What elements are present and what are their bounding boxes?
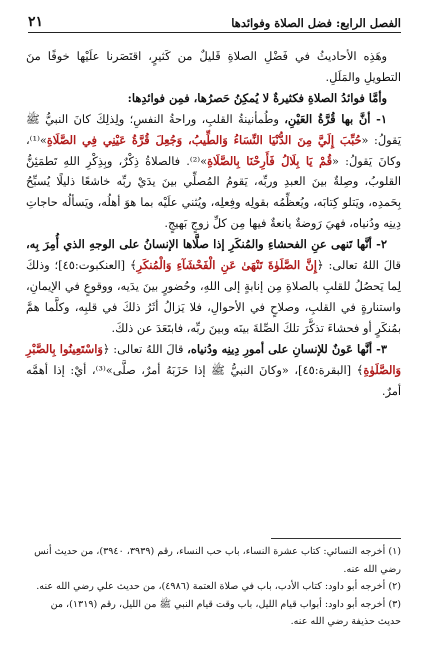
page-number: ٢١ (28, 14, 44, 30)
benefit-1: ١- أنَّ بها قُرَّةُ العَيْنِ، وطُمأنينةُ القلبِ، وراحةُ النفسِ؛ ولِذلِكَ كانَ النبيُّ ﷺ يَقولُ: «حُبِّبَ إِلَيَّ مِنَ الدُّنْيَا النِّسَاءُ وَالطِّيبُ، وَجُعِلَ قُرَّةُ عَيْنِي فِي الصَّلَاةِ»⁽¹⁾، وكانَ يَقولُ: «قُمْ يَا بِلَالُ فَأَرِحْنَا بِالصَّلَاةِ»⁽²⁾. فالصلاةُ ذِكْرٌ، وبِذِكْرِ اللهِ تَطمَئِنُّ القلوبُ، وصِلةٌ بينَ العبدِ وربِّه، يَقومُ المُصلِّي بينَ يدَيْ ربِّه خاشعًا ذليلًا يُسبِّحُ بِحَمدِه، ويَتلو كِتابَه، ويُعظِّمُه بقولِه وفِعلِه، ويُثني علَيْه بما هوَ أهلُه، ويَسألُه حاجاتِ دِينِه ودُنياه، فهيَ رَوضةٌ يانعةٌ فيها مِن كلِّ زوجٍ بَهيجٍ. (26, 111, 401, 231)
page-header (28, 8, 401, 33)
benefit-2-lead: ٢- أنَّها تَنهى عنِ الفحشاءِ والمُنكَرِ إذا صلَّاها الإنسانُ على الوجهِ الذي أُمِرَ بِه، (26, 237, 387, 252)
benefit-1-lead: ١- أنَّ بها قُرَّةُ العَيْنِ، (284, 111, 387, 126)
hadith-quote-2: قُمْ يَا بِلَالُ فَأَرِحْنَا بِالصَّلَاةِ (207, 153, 333, 168)
footnote-3: (٣) أخرجه أبو داود: أبواب قيام الليل، باب وقت قيام النبي ﷺ من الليل، رقم (١٣١٩)، من حديث حذيفة رضي الله عنه. (50, 598, 401, 627)
footnote-2: (٢) أخرجه أبو داود: كتاب الأدب، باب في صلاة العتمة (٤٩٨٦)، من حديث علي رضي الله عنه. (36, 581, 401, 592)
quran-quote-1: إِنَّ الصَّلَوٰةَ تَنْهَىٰ عَنِ الْفَحْشَآءِ وَالْمُنكَرِ (136, 258, 317, 273)
main-text (26, 46, 401, 401)
chapter-title: الفصل الرابع: فضل الصلاة وفوائدها (231, 16, 401, 30)
footnotes (26, 538, 401, 631)
footnote-divider (271, 538, 401, 539)
hadith-quote-1: حُبِّبَ إِلَيَّ مِنَ الدُّنْيَا النِّسَاءُ وَالطِّيبُ، وَجُعِلَ قُرَّةُ عَيْنِي فِي الصَّلَاةِ (46, 132, 362, 147)
benefit-3-lead: ٣- أنَّها عَونٌ للإنسانِ على أمورِ دِينِه ودُنياه، (187, 341, 387, 356)
quran-quote-2: وَاسْتَعِينُوا بِالصَّبْرِ وَالصَّلَوٰةِ (26, 341, 401, 377)
benefits-heading: وأمَّا فوائدُ الصلاةِ فكثيرةٌ لا يُمكِنُ حَصرُها، فمِن فوائدِها: (127, 90, 387, 105)
paragraph-intro: وهَذِه الأحاديثُ في فَضْلِ الصلاةِ قَليلٌ من كَثيرٍ، اقتَصَرنا علَيْها خوفًا منَ التطويلِ والمَلَلِ. (26, 49, 401, 84)
benefit-3: ٣- أنَّها عَونٌ للإنسانِ على أمورِ دِينِه ودُنياه، قالَ اللهُ تعالى: ﴿وَاسْتَعِينُوا بِالصَّبْرِ وَالصَّلَوٰةِ﴾ [البقرة:٤٥]، «وكانَ النبيُّ ﷺ إذا حَزَبَهُ أمرٌ، صلَّى»⁽³⁾، أيْ: إذا أهمَّه أمرٌ. (26, 341, 401, 398)
benefit-2: ٢- أنَّها تَنهى عنِ الفحشاءِ والمُنكَرِ إذا صلَّاها الإنسانُ على الوجهِ الذي أُمِرَ بِه، قالَ اللهُ تعالى: ﴿إِنَّ الصَّلَوٰةَ تَنْهَىٰ عَنِ الْفَحْشَآءِ وَالْمُنكَرِ﴾ [العنكبوت:٤٥]؛ وذلكَ لِما يَحصُلُ للقلبِ بالصلاةِ مِن إنابةٍ إلى اللهِ، وحُضورٍ بينَ يدَيه، ووقوعٍ في الإيمانِ، واستنارةٍ في القلبِ، وصلاحٍ في الأحوالِ، فلا يَزالُ أثَرُ ذلكَ في قلبِه، وكلَّما همَّ بمُنكَرٍ أو فحشاءَ تذكَّرَ تلكَ الصِّلةَ بينَه وبينَ ربِّه، فابتَعَدَ عن ذلكَ. (26, 237, 401, 335)
footnote-1: (١) أخرجه النسائي: كتاب عشرة النساء، باب حب النساء، رقم (٣٩٣٩، ٣٩٤٠)، من حديث أنس رضي الله عنه. (34, 546, 401, 575)
